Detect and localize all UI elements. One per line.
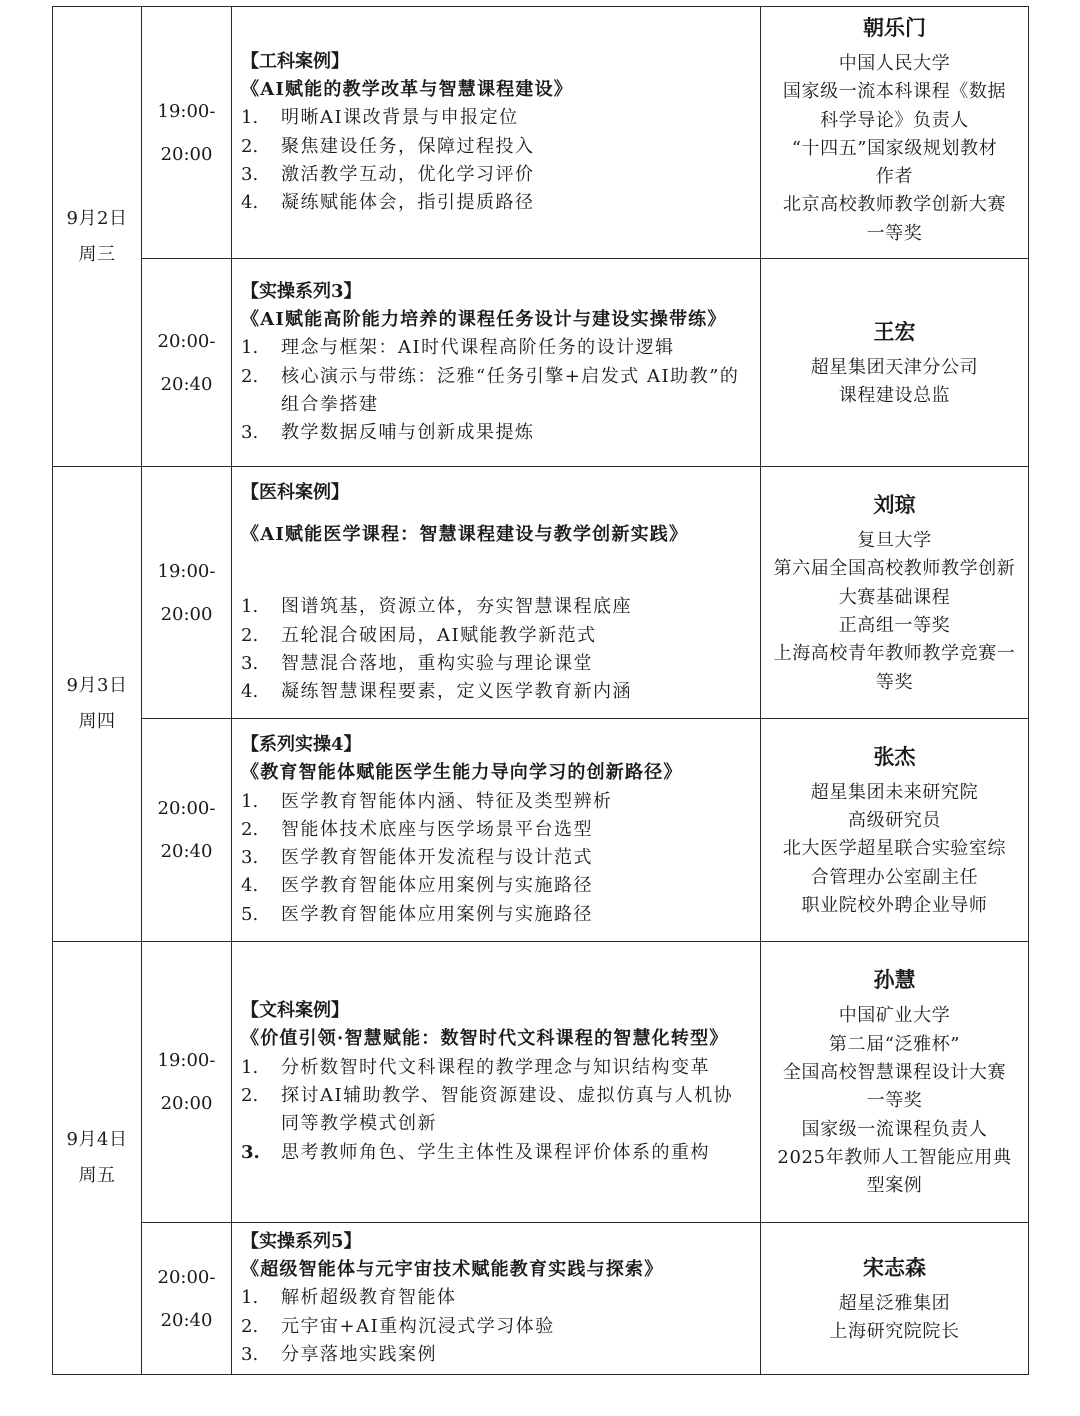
speaker-info: 上海研究院院长 <box>829 1321 960 1342</box>
speaker-info: 合管理办公室副主任 <box>810 866 979 888</box>
time-cell <box>142 7 232 259</box>
topic-number: 4. <box>241 875 259 897</box>
topic-item <box>241 1054 752 1082</box>
time-cell <box>142 942 232 1223</box>
time-cell <box>142 1223 232 1375</box>
topic-item <box>241 363 752 420</box>
speaker-name: 刘琼 <box>873 492 916 518</box>
topic-item <box>241 104 752 132</box>
topic-number: 1. <box>241 1287 259 1309</box>
time-start: 19:00- <box>157 1050 216 1071</box>
time-end: 20:40 <box>160 1309 213 1331</box>
topic-number: 1. <box>241 1056 259 1078</box>
topic-number: 4. <box>241 681 259 703</box>
date-label: 9月3日 <box>66 675 128 696</box>
topic-text: 思考教师角色、学生主体性及课程评价体系的重构 <box>281 1141 710 1163</box>
schedule-row <box>53 259 1029 467</box>
speaker-cell <box>761 719 1029 942</box>
topic-text: 教学数据反哺与创新成果提炼 <box>281 422 535 444</box>
date-cell <box>53 467 142 942</box>
session-title: 《价值引领·智慧赋能：数智时代文科课程的智慧化转型》 <box>241 1028 729 1050</box>
date-label: 9月2日 <box>66 207 128 229</box>
schedule-row <box>53 942 1029 1223</box>
topic-number: 4. <box>241 192 259 214</box>
speaker-info: 一等奖 <box>866 222 923 244</box>
date-cell <box>53 942 142 1375</box>
speaker-name: 张杰 <box>873 743 916 769</box>
session-tag: 【实操系列3】 <box>241 280 362 302</box>
topic-number: 2. <box>241 1315 259 1337</box>
speaker-info: 第六届全国高校教师教学创新 <box>773 558 1016 580</box>
session-topics <box>241 1284 752 1369</box>
session-title: 《AI赋能医学课程：智慧课程建设与教学创新实践》 <box>241 523 689 545</box>
topic-text: 分析数智时代文科课程的教学理念与知识结构变革 <box>281 1056 710 1078</box>
topic-number: 2. <box>241 818 259 840</box>
topic-number: 2. <box>241 365 259 387</box>
time-end: 20:40 <box>160 373 213 395</box>
topic-item <box>241 133 752 161</box>
time-start: 19:00- <box>157 560 216 582</box>
topic-number: 3. <box>241 163 259 185</box>
topic-number: 3. <box>241 847 259 869</box>
session-topics <box>241 788 752 929</box>
speaker-info: 高级研究员 <box>848 810 941 832</box>
time-end: 20:00 <box>160 143 213 165</box>
topic-item <box>241 189 752 217</box>
speaker-info: 北大医学超星联合实验室综 <box>782 838 1007 860</box>
speaker-name: 王宏 <box>873 318 916 344</box>
session-tag: 【实操系列5】 <box>241 1230 362 1252</box>
topic-item <box>241 1341 752 1369</box>
session-content <box>232 942 761 1223</box>
topic-number: 3. <box>241 652 259 674</box>
topic-number: 1. <box>241 107 259 129</box>
topic-text: 医学教育智能体开发流程与设计范式 <box>281 847 593 869</box>
topic-item <box>241 593 752 621</box>
topic-item <box>241 1082 752 1139</box>
schedule-table <box>52 6 1029 1375</box>
topic-text: 理念与框架：AI时代课程高阶任务的设计逻辑 <box>281 337 675 359</box>
schedule-row <box>53 1223 1029 1375</box>
session-title: 《AI赋能的教学改革与智慧课程建设》 <box>241 78 573 100</box>
time-start: 19:00- <box>157 100 216 122</box>
topic-number: 3. <box>241 1343 259 1365</box>
topic-item <box>241 334 752 362</box>
topic-item <box>241 872 752 900</box>
topic-text: 激活教学互动，优化学习评价 <box>281 163 535 185</box>
topic-number: 2. <box>241 1085 259 1106</box>
topic-text: 探讨AI辅助教学、智能资源建设、虚拟仿真与人机协同等教学模式创新 <box>281 1085 734 1135</box>
speaker-cell <box>761 7 1029 259</box>
session-tag: 【工科案例】 <box>241 50 349 72</box>
topic-text: 医学教育智能体应用案例与实施路径 <box>281 903 593 925</box>
topic-text: 聚焦建设任务，保障过程投入 <box>281 135 535 157</box>
session-tag: 【医科案例】 <box>241 481 349 503</box>
topic-item <box>241 1139 752 1167</box>
speaker-info: 国家级一流本科课程《数据 <box>782 81 1007 103</box>
session-topics <box>241 104 752 217</box>
speaker-name: 朝乐门 <box>863 15 926 40</box>
speaker-name: 宋志森 <box>863 1254 926 1280</box>
topic-item <box>241 678 752 706</box>
speaker-info: 中国矿业大学 <box>838 1005 951 1027</box>
topic-number: 3. <box>241 422 259 444</box>
speaker-info: 正高组一等奖 <box>838 615 951 636</box>
session-content <box>232 259 761 467</box>
weekday-label: 周五 <box>78 1165 116 1186</box>
session-title: 《AI赋能高阶能力培养的课程任务设计与建设实操带练》 <box>241 308 727 330</box>
weekday-label: 周三 <box>78 243 116 265</box>
speaker-info: 科学导论》负责人 <box>820 109 969 131</box>
topic-text: 智慧混合落地，重构实验与理论课堂 <box>281 652 593 674</box>
schedule-row <box>53 719 1029 942</box>
speaker-info: “十四五”国家级规划教材 <box>791 137 998 159</box>
speaker-info: 北京高校教师教学创新大赛 <box>782 194 1007 216</box>
topic-item <box>241 788 752 816</box>
speaker-info: 超星集团天津分公司 <box>810 356 979 378</box>
topic-text: 明晰AI课改背景与申报定位 <box>281 107 519 129</box>
topic-text: 凝练智慧课程要素，定义医学教育新内涵 <box>281 681 632 703</box>
speaker-info: 大赛基础课程 <box>838 586 951 608</box>
topic-number: 5. <box>241 903 259 925</box>
speaker-info: 等奖 <box>875 671 914 693</box>
time-cell <box>142 259 232 467</box>
speaker-cell <box>761 259 1029 467</box>
topic-number: 2. <box>241 624 259 646</box>
speaker-info: 课程建设总监 <box>838 385 951 406</box>
weekday-label: 周四 <box>78 711 116 732</box>
topic-text: 凝练赋能体会，指引提质路径 <box>281 192 535 214</box>
date-label: 9月4日 <box>66 1129 128 1150</box>
session-title: 《超级智能体与元宇宙技术赋能教育实践与探索》 <box>241 1259 664 1281</box>
time-start: 20:00- <box>157 798 216 819</box>
topic-item <box>241 1284 752 1312</box>
topic-item <box>241 650 752 678</box>
topic-number: 1. <box>241 337 259 359</box>
session-content <box>232 467 761 719</box>
speaker-info: 作者 <box>875 166 914 188</box>
topic-text: 五轮混合破困局，AI赋能教学新范式 <box>281 624 597 646</box>
topic-text: 分享落地实践案例 <box>281 1343 437 1365</box>
time-end: 20:40 <box>160 841 213 862</box>
topic-item <box>241 816 752 844</box>
session-topics <box>241 593 752 706</box>
speaker-info: 第二届“泛雅杯” <box>828 1033 961 1055</box>
session-topics <box>241 334 752 447</box>
schedule-row <box>53 467 1029 719</box>
session-topics <box>241 1054 752 1167</box>
speaker-info: 2025年教师人工智能应用典 <box>777 1146 1012 1168</box>
speaker-info: 全国高校智慧课程设计大赛 <box>782 1062 1007 1084</box>
speaker-info: 上海高校青年教师教学竞赛一 <box>773 643 1016 665</box>
topic-item <box>241 161 752 189</box>
speaker-cell <box>761 1223 1029 1375</box>
topic-text: 解析超级教育智能体 <box>281 1287 457 1309</box>
speaker-info: 型案例 <box>866 1175 923 1197</box>
speaker-info: 职业院校外聘企业导师 <box>801 894 988 916</box>
topic-text: 医学教育智能体应用案例与实施路径 <box>281 875 593 897</box>
topic-item <box>241 622 752 650</box>
session-content <box>232 7 761 259</box>
time-end: 20:00 <box>160 1093 213 1114</box>
topic-item <box>241 419 752 447</box>
speaker-info: 中国人民大学 <box>838 53 951 74</box>
topic-number: 1. <box>241 790 259 812</box>
topic-item <box>241 1313 752 1341</box>
topic-number: 1. <box>241 596 259 618</box>
speaker-info: 超星泛雅集团 <box>838 1292 951 1314</box>
topic-text: 智能体技术底座与医学场景平台选型 <box>281 818 593 840</box>
session-tag: 【系列实操4】 <box>241 733 362 755</box>
speaker-info: 超星集团未来研究院 <box>810 781 979 803</box>
speaker-info: 一等奖 <box>866 1090 923 1112</box>
speaker-cell <box>761 942 1029 1223</box>
session-content <box>232 1223 761 1375</box>
time-start: 20:00- <box>157 330 216 352</box>
topic-number: 3. <box>241 1141 260 1163</box>
topic-number: 2. <box>241 135 259 157</box>
session-title: 《教育智能体赋能医学生能力导向学习的创新路径》 <box>241 762 683 784</box>
speaker-info: 国家级一流课程负责人 <box>801 1118 988 1140</box>
time-end: 20:00 <box>160 603 213 625</box>
topic-item <box>241 844 752 872</box>
speaker-info: 复旦大学 <box>857 530 932 552</box>
topic-text: 元宇宙+AI重构沉浸式学习体验 <box>281 1315 555 1337</box>
date-cell <box>53 7 142 467</box>
time-cell <box>142 719 232 942</box>
session-tag: 【文科案例】 <box>241 1000 349 1022</box>
speaker-cell <box>761 467 1029 719</box>
topic-text: 医学教育智能体内涵、特征及类型辨析 <box>281 790 613 812</box>
topic-text: 核心演示与带练：泛雅“任务引擎+启发式 AI助教”的组合拳搭建 <box>281 365 740 415</box>
topic-text: 图谱筑基，资源立体，夯实智慧课程底座 <box>281 596 632 618</box>
topic-item <box>241 901 752 929</box>
session-content <box>232 719 761 942</box>
time-start: 20:00- <box>157 1266 216 1288</box>
schedule-row <box>53 7 1029 259</box>
time-cell <box>142 467 232 719</box>
speaker-name: 孙慧 <box>873 967 916 993</box>
